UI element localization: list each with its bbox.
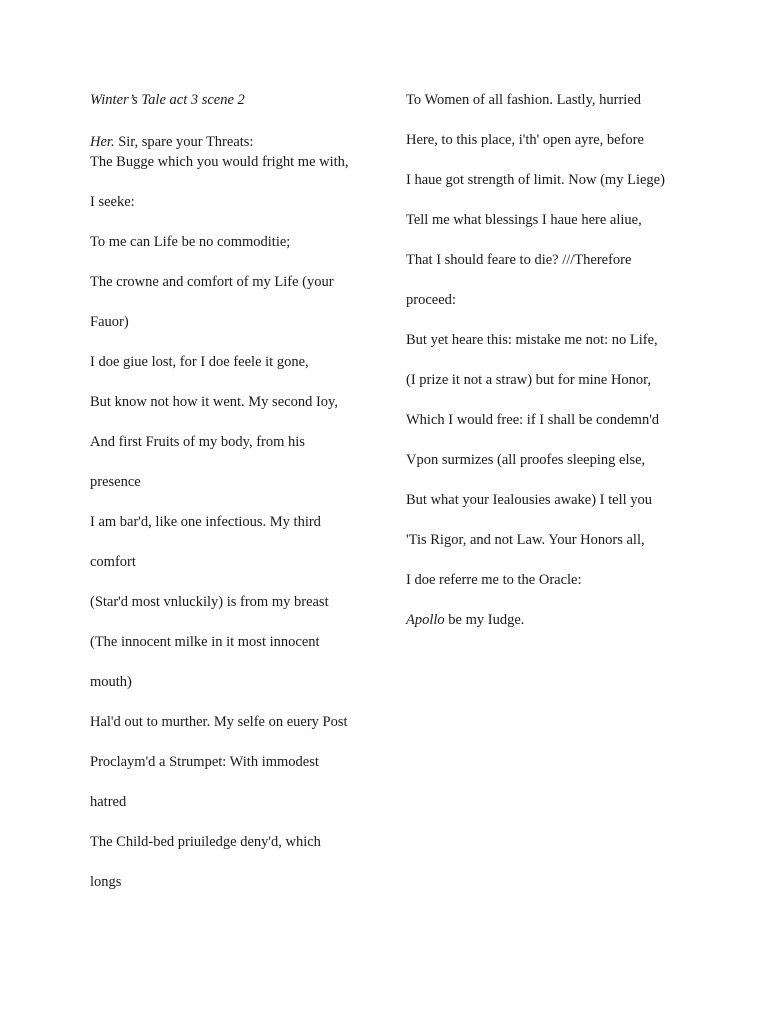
speech-line: longs	[90, 874, 122, 890]
document-title: Winter’s Tale act 3 scene 2	[90, 92, 245, 108]
speaker-name: Her.	[90, 134, 115, 150]
speech-line: Vpon surmizes (all proofes sleeping else,	[406, 452, 646, 468]
speech-line: I seeke:	[90, 194, 135, 210]
speech-line: But yet heare this: mistake me not: no Life,	[406, 332, 658, 348]
speech-line: hatred	[90, 794, 127, 810]
speech-line	[90, 132, 253, 152]
speech-line: I doe giue lost, for I doe feele it gone,	[90, 354, 309, 370]
speech-line: I am bar'd, like one infectious. My third	[90, 514, 321, 530]
speech-line: That I should feare to die? ///Therefore	[406, 252, 632, 268]
speech-line: mouth)	[90, 674, 132, 690]
speech-line: I haue got strength of limit. Now (my Liege)	[406, 172, 665, 188]
speech-line: Which I would free: if I shall be condemn'd	[406, 412, 660, 428]
speech-text: be my Iudge.	[444, 612, 525, 628]
speech-line: 'Tis Rigor, and not Law. Your Honors all,	[406, 532, 645, 548]
speech-line: The crowne and comfort of my Life (your	[90, 274, 334, 290]
speech-line	[406, 610, 524, 630]
speech-line: But know not how it went. My second Ioy,	[90, 394, 338, 410]
speech-line: proceed:	[406, 292, 456, 308]
speech-line: (The innocent milke in it most innocent	[90, 634, 320, 650]
speech-line: To me can Life be no commoditie;	[90, 234, 291, 250]
speech-text: Sir, spare your Threats:	[118, 134, 254, 150]
speech-line: And first Fruits of my body, from his	[90, 434, 305, 450]
speech-line: But what your Iealousies awake) I tell you	[406, 492, 653, 508]
speech-line: Fauor)	[90, 314, 129, 330]
speech-line: The Bugge which you would fright me with,	[90, 154, 349, 170]
oracle-name: Apollo	[406, 612, 445, 628]
speech-line: To Women of all fashion. Lastly, hurried	[406, 92, 642, 108]
speech-line: (Star'd most vnluckily) is from my breast	[90, 594, 329, 610]
speech-line: comfort	[90, 554, 136, 570]
speech-line: I doe referre me to the Oracle:	[406, 572, 582, 588]
speech-line: Hal'd out to murther. My selfe on euery Post	[90, 714, 348, 730]
speech-line: Here, to this place, i'th' open ayre, before	[406, 132, 644, 148]
speech-line: Proclaym'd a Strumpet: With immodest	[90, 754, 319, 770]
speech-line: The Child-bed priuiledge deny'd, which	[90, 834, 321, 850]
speech-line: presence	[90, 474, 141, 490]
speech-line: (I prize it not a straw) but for mine Honor,	[406, 372, 652, 388]
speech-line: Tell me what blessings I haue here aliue,	[406, 212, 642, 228]
